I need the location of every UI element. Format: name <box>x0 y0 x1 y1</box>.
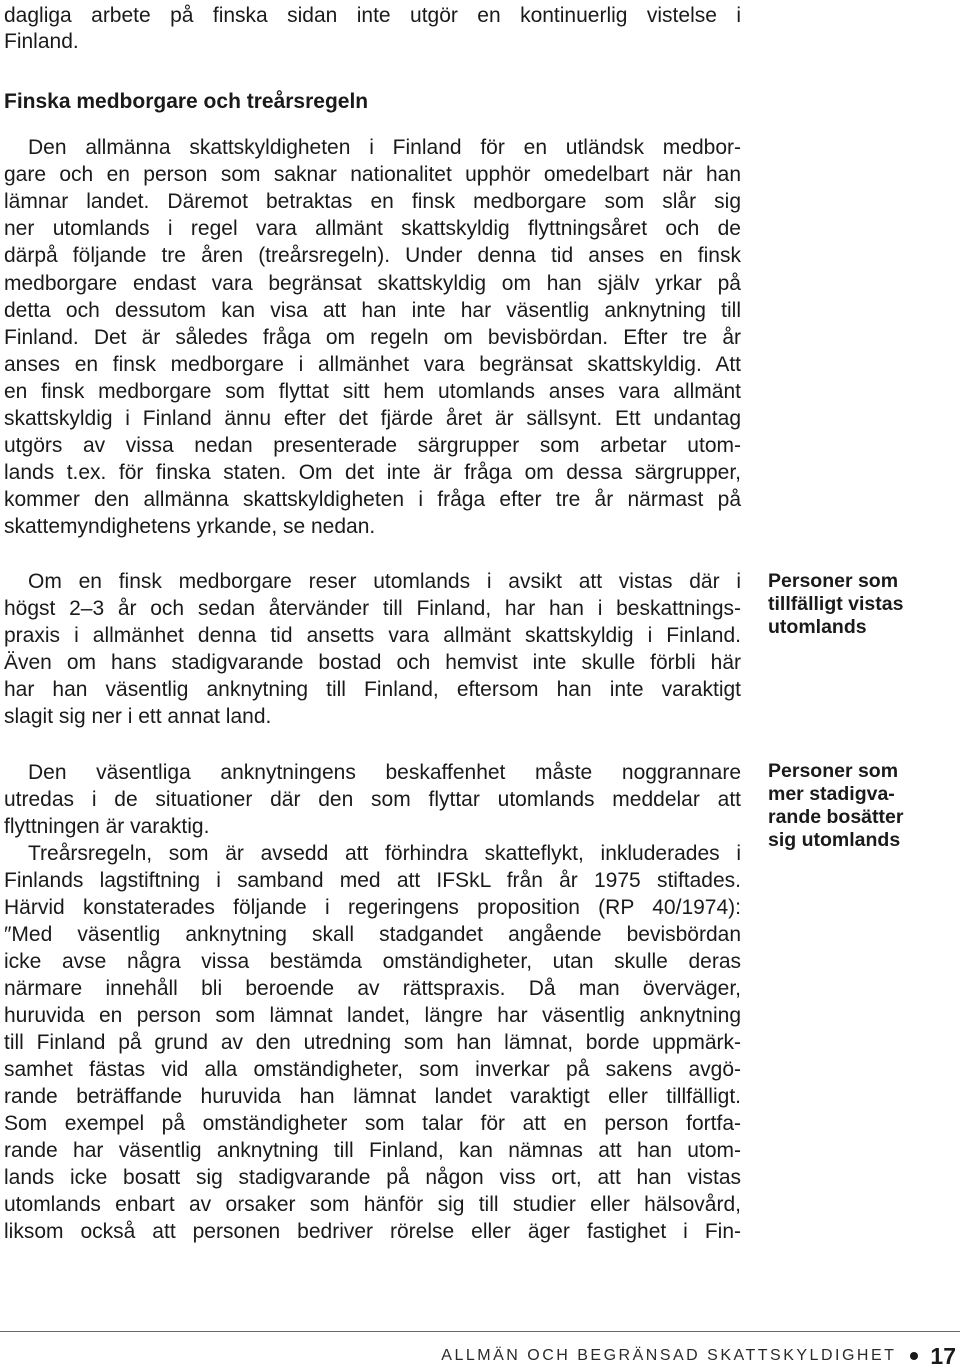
body-line: därpå följande tre åren (treårsregeln). Under denna tid anses en finsk <box>4 244 741 267</box>
body-line: Finlands lagstiftning i samband med att IFSkL från år 1975 stiftades. <box>4 869 741 892</box>
body-line: liksom också att personen bedriver rörelse eller äger fastighet i Fin- <box>4 1220 741 1243</box>
body-line: Finland. <box>4 30 79 53</box>
body-line: medborgare endast vara begränsat skattskyldig om han själv yrkar på <box>4 272 741 295</box>
body-line: skattskyldig i Finland ännu efter det fjärde året är sällsynt. Ett undantag <box>4 407 741 430</box>
bullet-icon <box>910 1352 918 1360</box>
body-line: praxis i allmänhet denna tid ansetts vara allmänt skattskyldig i Finland. <box>4 624 741 647</box>
body-line: huruvida en person som lämnat landet, längre har väsentlig anknytning <box>4 1004 741 1027</box>
section-heading: Finska medborgare och treårsregeln <box>4 90 369 113</box>
body-line: Härvid konstaterades följande i regeringens proposition (RP 40/1974): <box>4 896 741 919</box>
body-line: lämnar landet. Däremot betraktas en finsk medborgare som slår sig <box>4 190 741 213</box>
page-number: 17 <box>930 1342 956 1369</box>
margin-note-line: sig utomlands <box>768 829 901 851</box>
body-line: ner utomlands i regel vara allmänt skattskyldig flyttningsåret och de <box>4 217 741 240</box>
body-line: till Finland på grund av den utredning som han lämnat, borde uppmärk- <box>4 1031 741 1054</box>
body-line: icke avse några vissa bestämda omständigheter, utan skulle deras <box>4 950 741 973</box>
footer-rule <box>0 1331 960 1332</box>
margin-note-line: Personer som <box>768 760 899 782</box>
body-line: flyttningen är varaktig. <box>4 815 210 838</box>
body-line: rande har väsentlig anknytning till Finland, kan nämnas att han utom- <box>4 1139 741 1162</box>
running-title: ALLMÄN OCH BEGRÄNSAD SKATTSKYLDIGHET <box>441 1347 897 1364</box>
body-line: skattemyndighetens yrkande, se nedan. <box>4 515 376 538</box>
body-line: anses en finsk medborgare i allmänhet vara begränsat skattskyldig. Att <box>4 353 741 376</box>
body-line: lands icke bosatt sig stadigvarande på någon viss ort, att han vistas <box>4 1166 741 1189</box>
body-line: utredas i de situationer där den som flyttar utomlands meddelar att <box>4 788 741 811</box>
body-line: Som exempel på omständigheter som talar för att en person fortfa- <box>4 1112 741 1135</box>
body-line: slagit sig ner i ett annat land. <box>4 705 272 728</box>
body-line: gare och en person som saknar nationalitet upphör omedelbart när han <box>4 163 741 186</box>
body-line: Även om hans stadigvarande bostad och hemvist inte skulle förbli här <box>4 651 741 674</box>
body-line: rande beträffande huruvida han lämnat landet varaktigt eller tillfälligt. <box>4 1085 741 1108</box>
body-line: samhet fästas vid alla omständigheter, som inverkar på sakens avgö- <box>4 1058 741 1081</box>
body-line: ″Med väsentlig anknytning skall stadgandet angående bevisbördan <box>4 923 741 946</box>
page-footer <box>441 1341 956 1371</box>
margin-note-line: tillfälligt vistas <box>768 593 904 615</box>
body-line: dagliga arbete på finska sidan inte utgör en kontinuerlig vistelse i <box>4 4 741 27</box>
body-line: detta och dessutom kan visa att han inte har väsentlig anknytning till <box>4 299 741 322</box>
margin-note-line: Personer som <box>768 570 899 592</box>
body-line: utgörs av vissa nedan presenterade särgrupper som arbetar utom- <box>4 434 741 457</box>
margin-note-temporary-stay <box>768 570 954 639</box>
body-line: kommer den allmänna skattskyldigheten i fråga efter tre år närmast på <box>4 488 741 511</box>
body-line: högst 2–3 år och sedan återvänder till Finland, har han i beskattnings- <box>4 597 741 620</box>
body-line: Den allmänna skattskyldigheten i Finland för en utländsk medbor- <box>28 136 741 159</box>
body-line: Om en finsk medborgare reser utomlands i avsikt att vistas där i <box>28 570 741 593</box>
body-line: Treårsregeln, som är avsedd att förhindra skatteflykt, inkluderades i <box>28 842 741 865</box>
body-line: lands t.ex. för finska staten. Om det inte är fråga om dessa särgrupper, <box>4 461 741 484</box>
margin-note-line: rande bosätter <box>768 806 904 828</box>
margin-note-permanent-residence <box>768 760 954 852</box>
body-line: närmare innehåll bli beroende av rättspraxis. Då man överväger, <box>4 977 741 1000</box>
margin-note-line: mer stadigva- <box>768 783 895 805</box>
body-line: Den väsentliga anknytningens beskaffenhet måste noggrannare <box>28 761 741 784</box>
body-line: har han väsentlig anknytning till Finland, eftersom han inte varaktigt <box>4 678 741 701</box>
margin-note-line: utomlands <box>768 616 867 638</box>
body-line: en finsk medborgare som flyttat sitt hem utomlands anses vara allmänt <box>4 380 741 403</box>
body-line: Finland. Det är således fråga om regeln om bevisbördan. Efter tre år <box>4 326 741 349</box>
body-line: utomlands enbart av orsaker som hänför sig till studier eller hälsovård, <box>4 1193 741 1216</box>
